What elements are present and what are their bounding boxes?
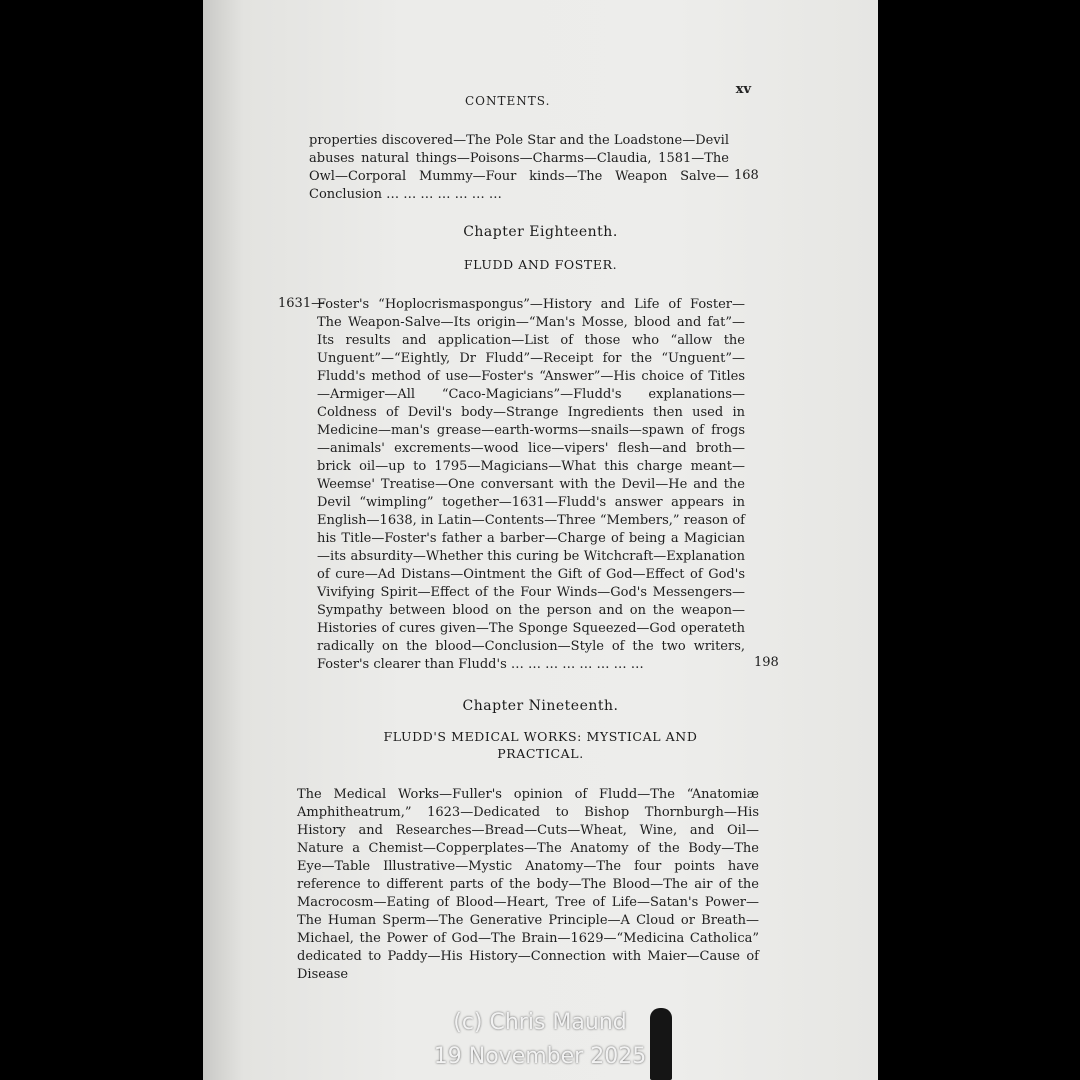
- chapter-nineteen-heading: Chapter Nineteenth.: [462, 698, 619, 714]
- continuation-page-number: 168: [734, 168, 759, 183]
- chapter-eighteen-title: FLUDD AND FOSTER.: [463, 257, 618, 272]
- running-title: CONTENTS.: [465, 94, 551, 108]
- chapter-nineteen-title-line2: PRACTICAL.: [497, 746, 584, 761]
- chapter-eighteen-entry: [317, 296, 745, 674]
- continuation-text: properties discovered—The Pole Star and the Loadstone—Devil abuses natural things—Poisons—Charms—Claudia, 1581—The Owl—Corporal Mummy—Four kinds—The Weapon Salve—Conclusion … … … … … … …: [309, 133, 729, 202]
- continuation-entry: [309, 132, 729, 204]
- watermark-line2: 19 November 2025: [433, 1044, 647, 1069]
- chapter-eighteen-text: Foster's “Hoplocrismaspongus”—History and Life of Foster—The Weapon-Salve—Its origin—“Man's Mosse, blood and fat”—Its results and application—List of those who “allow the Unguent”—“Eightly, Dr Fludd”—Receipt for the “Unguent”—Fludd's method of use—Foster's “Answer”—His choice of Titles—Armiger—All “Caco-Magicians”—Fludd's explanations—Coldness of Devil's body—Strange Ingredients then used in Medicine—man's grease—earth-worms—snails—spawn of frogs—animals' excrements—wood lice—vipers' flesh—and broth—brick oil—up to 1795—Magicians—What this charge meant—Weemse' Treatise—One conversant with the Devil—He and the Devil “wimpling” together—1631—Fludd's answer appears in English—1638, in Latin—Contents—Three “Members,” reason of his Title—Foster's father a barber—Charge of being a Magician—its absurdity—Whether this curing be Witchcraft—Explanation of cure—Ad Distans—Ointment the Gift of God—Effect of God's Vivifying Spirit—Effect of the Four Winds—God's Messengers—Sympathy between blood on the person and on the weapon—Histories of cures given—The Sponge Squeezed—God operateth radically on the blood—Conclusion—Style of the two writers, Foster's clearer than Fludd's … … … … … … … …: [317, 297, 745, 672]
- page-number: xv: [735, 82, 751, 97]
- chapter-eighteen-heading: Chapter Eighteenth.: [463, 224, 618, 240]
- watermark-line1: (c) Chris Maund: [453, 1010, 627, 1035]
- running-head: [203, 82, 878, 112]
- chapter-eighteen-lead: 1631—: [278, 296, 325, 311]
- chapter-eighteen-page-number: 198: [754, 655, 779, 670]
- chapter-nineteen-entry: [297, 786, 759, 984]
- chapter-nineteen-title-line1: FLUDD'S MEDICAL WORKS: MYSTICAL AND: [383, 729, 698, 744]
- chapter-nineteen-text: The Medical Works—Fuller's opinion of Fludd—The “Anatomiæ Amphitheatrum,” 1623—Dedicated to Bishop Thornburgh—His History and Researches—Bread—Cuts—Wheat, Wine, and Oil—Nature a Chemist—Copperplates—The Anatomy of the Body—The Eye—Table Illustrative—Mystic Anatomy—The four points have reference to different parts of the body—The Blood—The air of the Macrocosm—Eating of Blood—Heart, Tree of Life—Satan's Power—The Human Sperm—The Generative Principle—A Cloud or Breath—Michael, the Power of God—The Brain—1629—“Medicina Catholica” dedicated to Paddy—His History—Connection with Maier—Cause of Disease: [297, 787, 759, 982]
- book-page: [203, 0, 878, 1080]
- chapter-nineteen-title: [203, 728, 878, 762]
